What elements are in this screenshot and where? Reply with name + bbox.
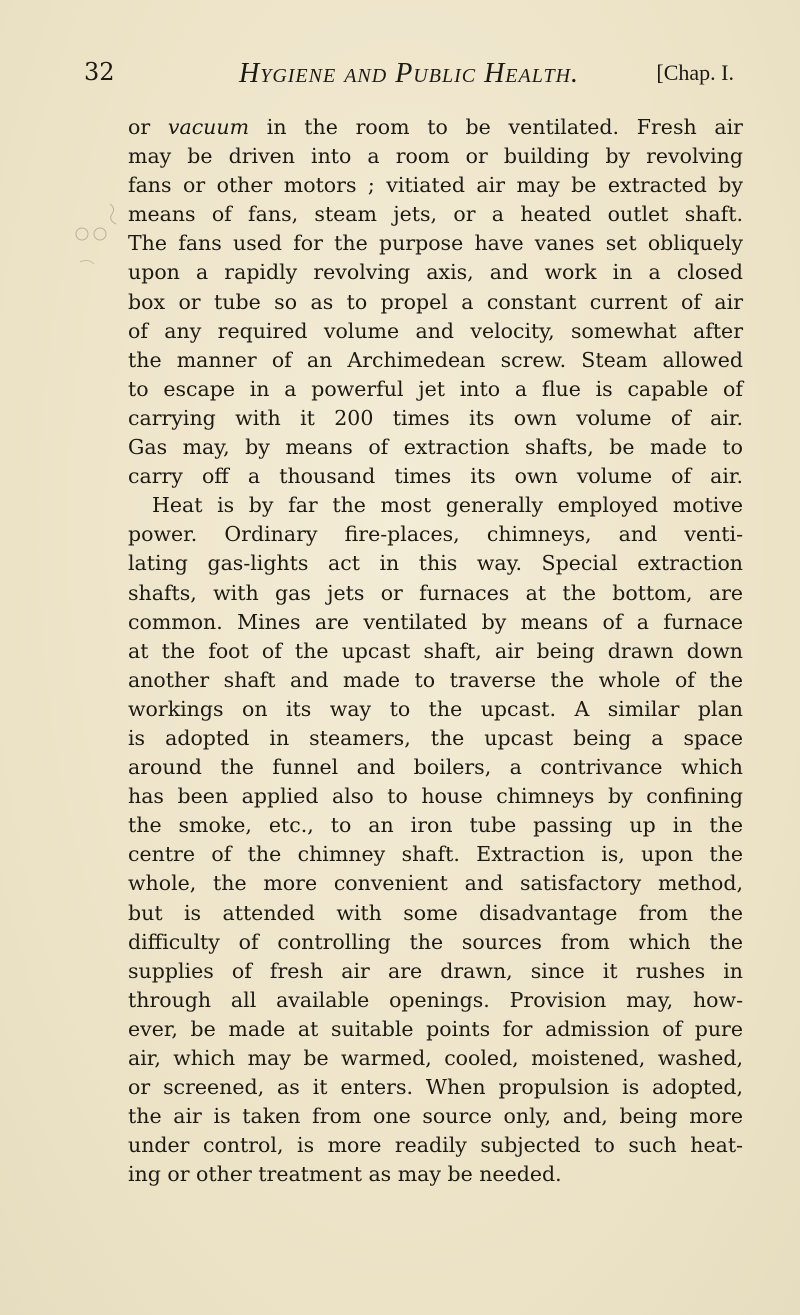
chapter-reference: [Chap. I. [656, 60, 734, 85]
text-line: centre of the chimney shaft. Extraction is, upon the [128, 842, 743, 867]
text-line: means of fans, steam jets, or a heated outlet shaft. [128, 202, 743, 227]
text-line: common. Mines are ventilated by means of a furnace [128, 609, 743, 634]
text-line: The fans used for the purpose have vanes set obliquely [128, 231, 743, 256]
text-line: Gas may, by means of extraction shafts, be made to [128, 435, 743, 460]
text-line: is adopted in steamers, the upcast being a space [128, 725, 743, 750]
text-line: upon a rapidly revolving axis, and work in a closed [128, 260, 743, 285]
text-line: power. Ordinary fire-places, chimneys, and venti- [128, 522, 743, 547]
text-line: box or tube so as to propel a constant current of air [128, 289, 743, 314]
text-line: lating gas-lights act in this way. Special extraction [128, 551, 743, 576]
text-line: ing or other treatment as may be needed. [128, 1162, 562, 1187]
text-line: the smoke, etc., to an iron tube passing up in the [128, 813, 743, 838]
text-line: under control, is more readily subjected to such heat- [128, 1133, 743, 1158]
text-line: carrying with it 200 times its own volume of air. [128, 405, 743, 430]
text-line: the air is taken from one source only, and, being more [128, 1104, 743, 1129]
text-line: shafts, with gas jets or furnaces at the bottom, are [128, 580, 743, 605]
text-line [128, 113, 743, 142]
italic-term: vacuum [167, 115, 250, 139]
text-line: workings on its way to the upcast. A similar plan [128, 696, 743, 721]
text-fragment: or [128, 115, 168, 139]
text-fragment: in the room to be ventilated. Fresh air [249, 115, 743, 139]
text-line: ever, be made at suitable points for admission of pure [128, 1016, 743, 1041]
text-line: whole, the more convenient and satisfactory method, [128, 871, 743, 896]
text-line: difficulty of controlling the sources from which the [128, 929, 743, 954]
text-line: or screened, as it enters. When propulsion is adopted, [128, 1075, 743, 1100]
text-line: at the foot of the upcast shaft, air being drawn down [128, 638, 743, 663]
text-line: of any required volume and velocity, somewhat after [128, 318, 743, 343]
text-line: has been applied also to house chimneys by confining [128, 784, 743, 809]
page-number: 32 [84, 58, 115, 86]
body-text [128, 113, 743, 1189]
text-line: to escape in a powerful jet into a flue is capable of [128, 376, 743, 401]
text-line: around the funnel and boilers, a contrivance which [128, 755, 743, 780]
running-head [84, 58, 734, 98]
text-line: supplies of fresh air are drawn, since it rushes in [128, 958, 743, 983]
margin-pencil-marks [70, 200, 130, 280]
text-line: Heat is by far the most generally employed motive [152, 493, 743, 518]
text-line: but is attended with some disadvantage from the [128, 900, 743, 925]
text-line: the manner of an Archimedean screw. Steam allowed [128, 347, 743, 372]
running-title: Hygiene and Public Health. [238, 58, 580, 89]
text-line: air, which may be warmed, cooled, moistened, washed, [128, 1046, 743, 1070]
text-line: carry off a thousand times its own volume of air. [128, 464, 743, 489]
text-line: may be driven into a room or building by revolving [128, 144, 743, 169]
text-line: another shaft and made to traverse the whole of the [128, 667, 743, 692]
text-line: through all available openings. Provision may, how- [128, 987, 743, 1012]
text-line: fans or other motors ; vitiated air may be extracted by [128, 173, 743, 198]
